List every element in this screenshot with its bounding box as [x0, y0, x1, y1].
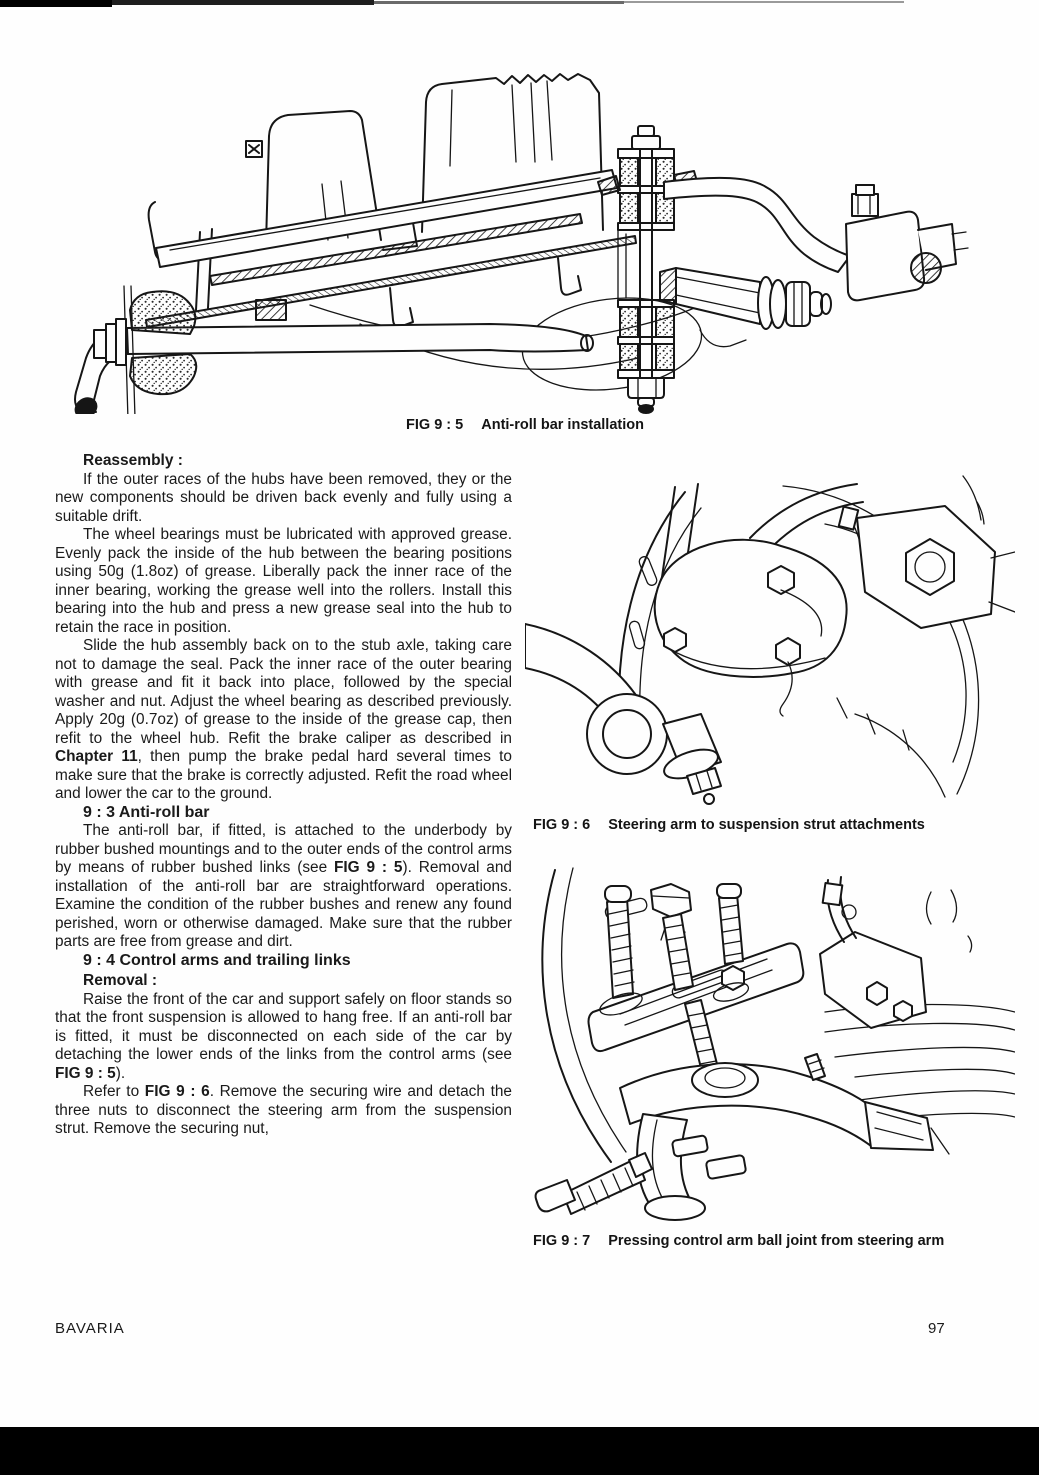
fig-9-5-drawing [60, 62, 990, 414]
fig-9-7-caption: FIG 9 : 7 Pressing control arm ball joint from steering arm [533, 1233, 945, 1249]
fig-9-7-drawing [525, 862, 1015, 1230]
paragraph: The anti-roll bar, if fitted, is attached to the underbody by rubber bushed mountings and to the outer ends of the control arms by means of rubber bushed links (see FIG 9 : 5). Removal and installation of the anti-roll bar are straightforward operations. Examine the condition of the rubber bushes and renew any found perished, worn or otherwise damaged. Make sure that the rubber parts are free from grease and dirt. [55, 822, 512, 950]
footer-book-title: BAVARIA [55, 1320, 125, 1337]
fig-9-5-label: FIG 9 : 5 [406, 417, 464, 433]
fig-9-6-caption: FIG 9 : 6 Steering arm to suspension strut attachments [533, 817, 925, 833]
scan-artifact-top [624, 1, 904, 3]
scan-artifact-top [374, 1, 624, 4]
scan-artifact-top [0, 0, 112, 7]
removal-heading: Removal : [83, 972, 158, 989]
section-9-3-heading: 9 : 3 Anti-roll bar [83, 803, 210, 821]
paragraph: Refer to FIG 9 : 6. Remove the securing wire and detach the three nuts to disconnect the steering arm from the suspension strut. Remove the securing nut, [55, 1083, 512, 1137]
fig-9-6-label: FIG 9 : 6 [533, 817, 591, 833]
fig-9-5-caption: FIG 9 : 5 Anti-roll bar installation [406, 417, 644, 433]
scan-artifact-top [112, 0, 374, 5]
paragraph: The wheel bearings must be lubricated with approved grease. Evenly pack the inside of the hub between the bearing positions using 50g (1.8oz) of grease. Liberally pack the inner race of the inner bearing, working the grease well into the rollers. Install this bearing into the hub and press a new grease seal into the hub to retain the race in position. [55, 526, 512, 636]
fig-9-7-label: FIG 9 : 7 [533, 1233, 591, 1249]
paragraph: Slide the hub assembly back on to the stub axle, taking care not to damage the seal. Pack the inner race of the outer bearing with grease and fit it back into place, followed by the special washer and nut. Adjust the wheel bearing as described previously. Apply 20g (0.7oz) of grease to the inside of the grease cap, then refit to the wheel hub. Refit the brake caliper as described in Chapter 11, then pump the brake pedal hard several times to make sure that the brake is correctly adjusted. Refit the road wheel and lower the car to the ground. [55, 637, 512, 802]
paragraph: Raise the front of the car and support safely on floor stands so that the front suspension is allowed to hang free. If an anti-roll bar is fitted, it must be disconnected on each side of the car by detaching the lower ends of the links from the control arms (see FIG 9 : 5). [55, 990, 512, 1082]
scan-artifact-bottom [0, 1427, 1039, 1475]
footer-page-number: 97 [928, 1320, 945, 1337]
body-text-column [55, 452, 512, 1139]
reassembly-heading: Reassembly : [83, 452, 183, 469]
paragraph: If the outer races of the hubs have been removed, they or the new components should be driven back evenly and fully using a suitable drift. [55, 470, 512, 525]
fig-9-6-drawing [525, 462, 1015, 807]
section-9-4-heading: 9 : 4 Control arms and trailing links [83, 951, 351, 969]
